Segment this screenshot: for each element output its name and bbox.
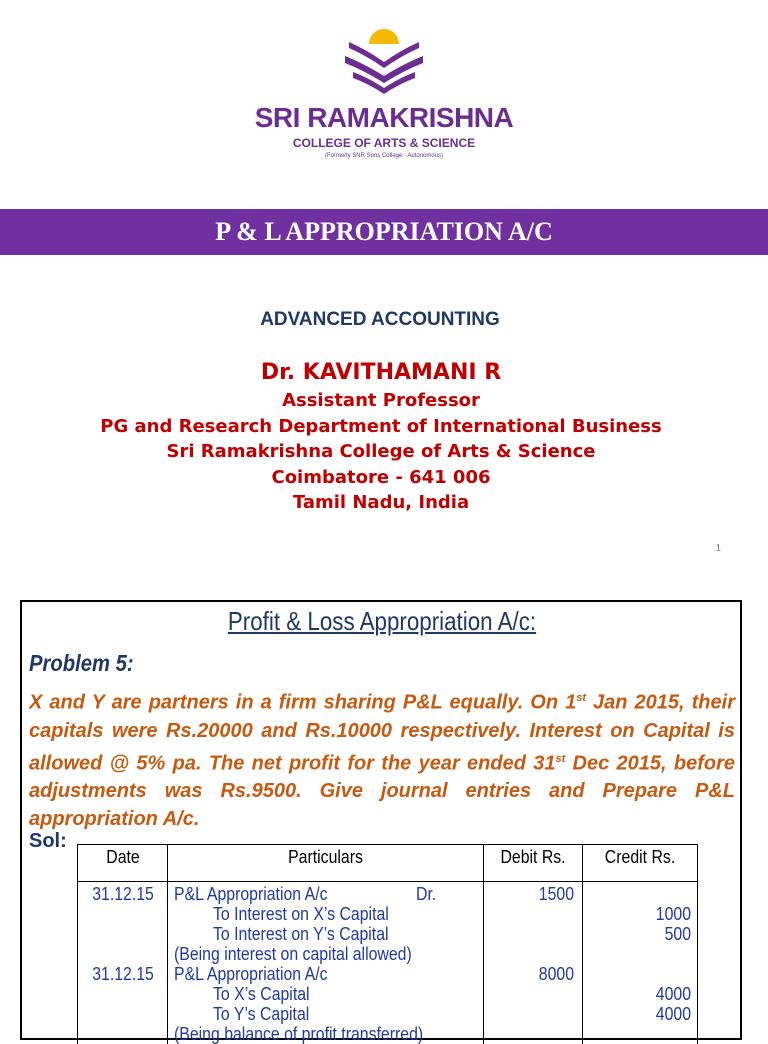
journal-entries-table	[77, 844, 698, 1044]
credit-amount: 4000	[656, 1004, 691, 1024]
solution-label: Sol:	[29, 830, 67, 853]
subject-heading: ADVANCED ACCOUNTING	[0, 309, 760, 331]
entry-date: 31.12.15	[92, 964, 154, 984]
table-row	[78, 882, 698, 1044]
narration: (Being interest on capital allowed)	[174, 944, 412, 964]
author-state: Tamil Nadu, India	[0, 490, 762, 516]
author-department: PG and Research Department of International Business	[0, 414, 762, 440]
author-designation: Assistant Professor	[0, 388, 762, 414]
credit-amount: 4000	[656, 984, 691, 1004]
column-header-credit: Credit Rs.	[583, 845, 698, 882]
cell-debit	[483, 882, 582, 1044]
entry-date: 31.12.15	[92, 884, 154, 904]
dr-marker: Dr.	[416, 884, 436, 904]
debit-amount: 1500	[539, 884, 574, 904]
credit-account: To Interest on Y’s Capital	[213, 924, 389, 944]
credit-amount: 500	[665, 924, 691, 944]
author-city: Coimbatore - 641 006	[0, 465, 762, 491]
ordinal-suffix: st	[576, 692, 586, 704]
problem-text-part: Dec 2015, before adjustments was Rs.9500. Give journal entries and Prepare P&L appropriation A/c.	[29, 752, 735, 830]
author-block	[0, 358, 762, 516]
college-logo	[0, 28, 768, 160]
title-banner: P & L APPROPRIATION A/C	[0, 209, 768, 255]
author-college: Sri Ramakrishna College of Arts & Science	[0, 439, 762, 465]
problem-text-part: X and Y are partners in a firm sharing P&L equally. On 1	[29, 692, 576, 714]
page-number: 1	[715, 543, 721, 554]
column-header-particulars: Particulars	[168, 845, 484, 882]
problem-statement	[29, 684, 735, 833]
column-header-debit: Debit Rs.	[483, 845, 582, 882]
credit-account: To X’s Capital	[213, 984, 310, 1004]
narration: (Being balance of profit transferred)	[174, 1024, 423, 1044]
ordinal-suffix: st	[555, 753, 565, 765]
problem-text-part: Jan 2015, their capitals were Rs.20000 and Rs.10000 respectively. Interest on Capital is allowed @ 5% pa. The net profit for the year ended 31	[29, 692, 735, 775]
debit-amount: 8000	[539, 964, 574, 984]
column-header-date: Date	[78, 845, 168, 882]
logo-college-name: SRI RAMAKRISHNA	[0, 102, 768, 134]
logo-college-subtitle: COLLEGE OF ARTS & SCIENCE	[0, 136, 768, 150]
credit-account: To Y’s Capital	[213, 1004, 309, 1024]
problem-label: Problem 5:	[29, 650, 134, 677]
debit-account: P&L Appropriation A/c	[174, 884, 328, 904]
debit-account: P&L Appropriation A/c	[174, 964, 328, 984]
cell-credit	[583, 882, 698, 1044]
credit-account: To Interest on X’s Capital	[213, 904, 389, 924]
cell-particulars	[168, 882, 484, 1044]
cell-date	[78, 882, 168, 1044]
credit-amount: 1000	[656, 904, 691, 924]
content-title: Profit & Loss Appropriation A/c:	[53, 606, 710, 637]
author-name: Dr. KAVITHAMANI R	[0, 358, 762, 388]
table-header-row	[78, 845, 698, 882]
logo-note: (Formerly SNR Sons College - Autonomous)	[0, 152, 768, 160]
book-sun-emblem-icon	[339, 28, 429, 100]
